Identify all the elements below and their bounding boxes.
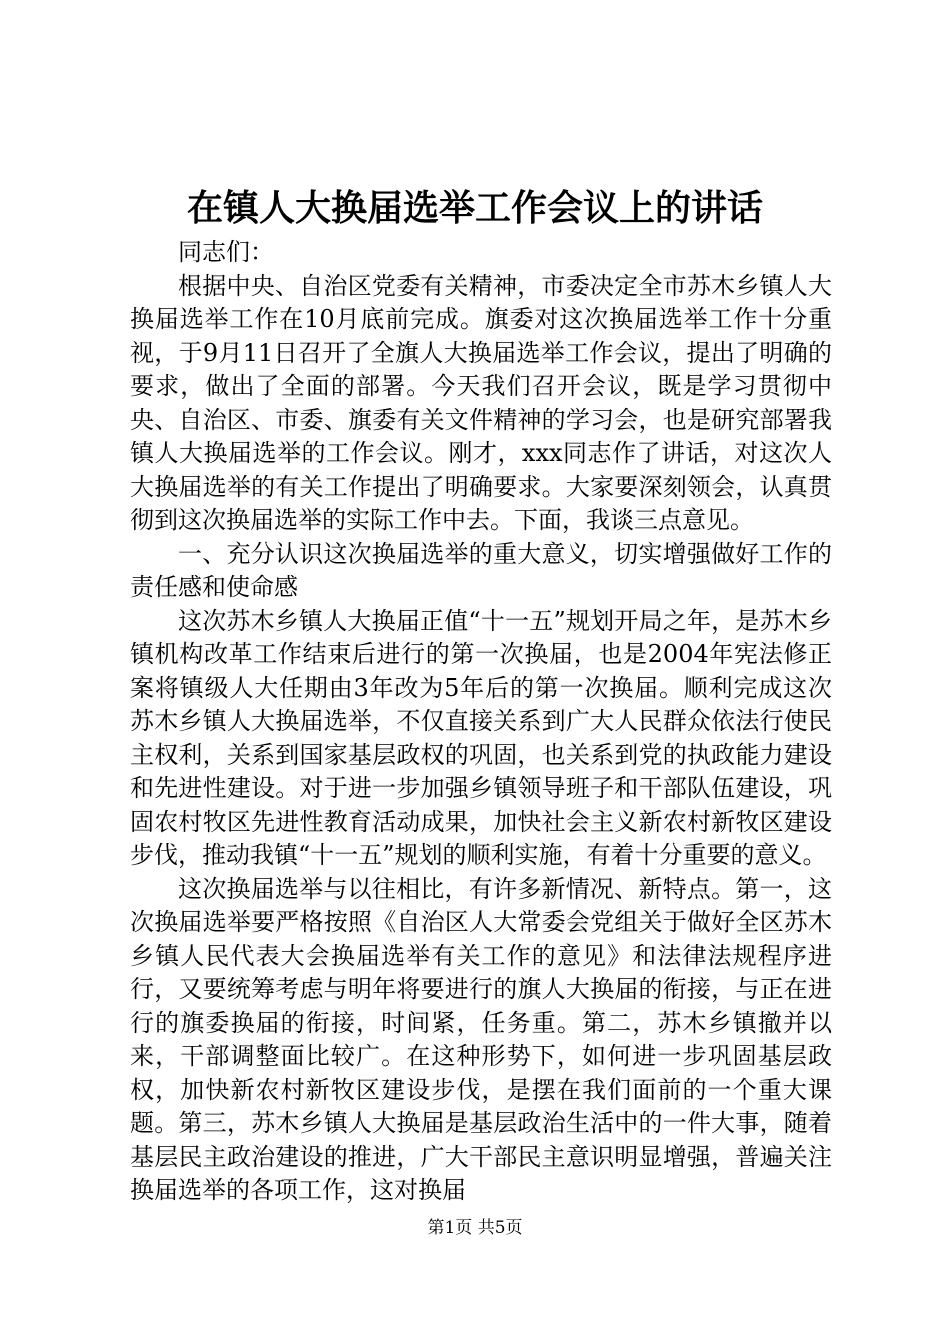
document-title: 在镇人大换届选举工作会议上的讲话 xyxy=(186,187,763,229)
document-body xyxy=(130,236,832,1208)
page-number-footer: 第1页 共5页 xyxy=(427,1218,523,1238)
body-paragraph: 根据中央、自治区党委有关精神，市委决定全市苏木乡镇人大换届选举工作在10月底前完成。旗委对这次换届选举工作十分重视，于9月11日召开了全旗人大换届选举工作会议，提出了明确的要求，做出了全面的部署。今天我们召开会议，既是学习贯彻中央、自治区、市委、旗委有关文件精神的学习会，也是研究部署我镇人大换届选举的工作会议。刚才，xxx同志作了讲话，对这次人大换届选举的有关工作提出了明确要求。大家要深刻领会，认真贯彻到这次换届选举的实际工作中去。下面，我谈三点意见。 xyxy=(130,271,832,534)
section-heading-paragraph: 一、充分认识这次换届选举的重大意义，切实增强做好工作的责任感和使命感 xyxy=(130,539,832,601)
body-paragraph: 这次换届选举与以往相比，有许多新情况、新特点。第一，这次换届选举要严格按照《自治区人大常委会党组关于做好全区苏木乡镇人民代表大会换届选举有关工作的意见》和法律法规程序进行，又要统筹考虑与明年将要进行的旗人大换届的衔接，与正在进行的旗委换届的衔接，时间紧，任务重。第二，苏木乡镇撤并以来，干部调整面比较广。在这种形势下，如何进一步巩固基层政权，加快新农村新牧区建设步伐，是摆在我们面前的一个重大课题。第三，苏木乡镇人大换届是基层政治生活中的一件大事，随着基层民主政治建设的推进，广大干部民主意识明显增强，普遍关注换届选举的各项工作，这对换届 xyxy=(130,874,832,1204)
body-paragraph: 这次苏木乡镇人大换届正值“十一五”规划开局之年，是苏木乡镇机构改革工作结束后进行的第一次换届，也是2004年宪法修正案将镇级人大任期由3年改为5年后的第一次换届。顺利完成这次苏木乡镇人大换届选举，不仅直接关系到广大人民群众依法行使民主权利，关系到国家基层政权的巩固，也关系到党的执政能力建设和先进性建设。对于进一步加强乡镇领导班子和干部队伍建设，巩固农村牧区先进性教育活动成果，加快社会主义新农村新牧区建设步伐，推动我镇“十一五”规划的顺利实施，有着十分重要的意义。 xyxy=(130,606,832,869)
salutation-paragraph: 同志们： xyxy=(178,238,274,266)
